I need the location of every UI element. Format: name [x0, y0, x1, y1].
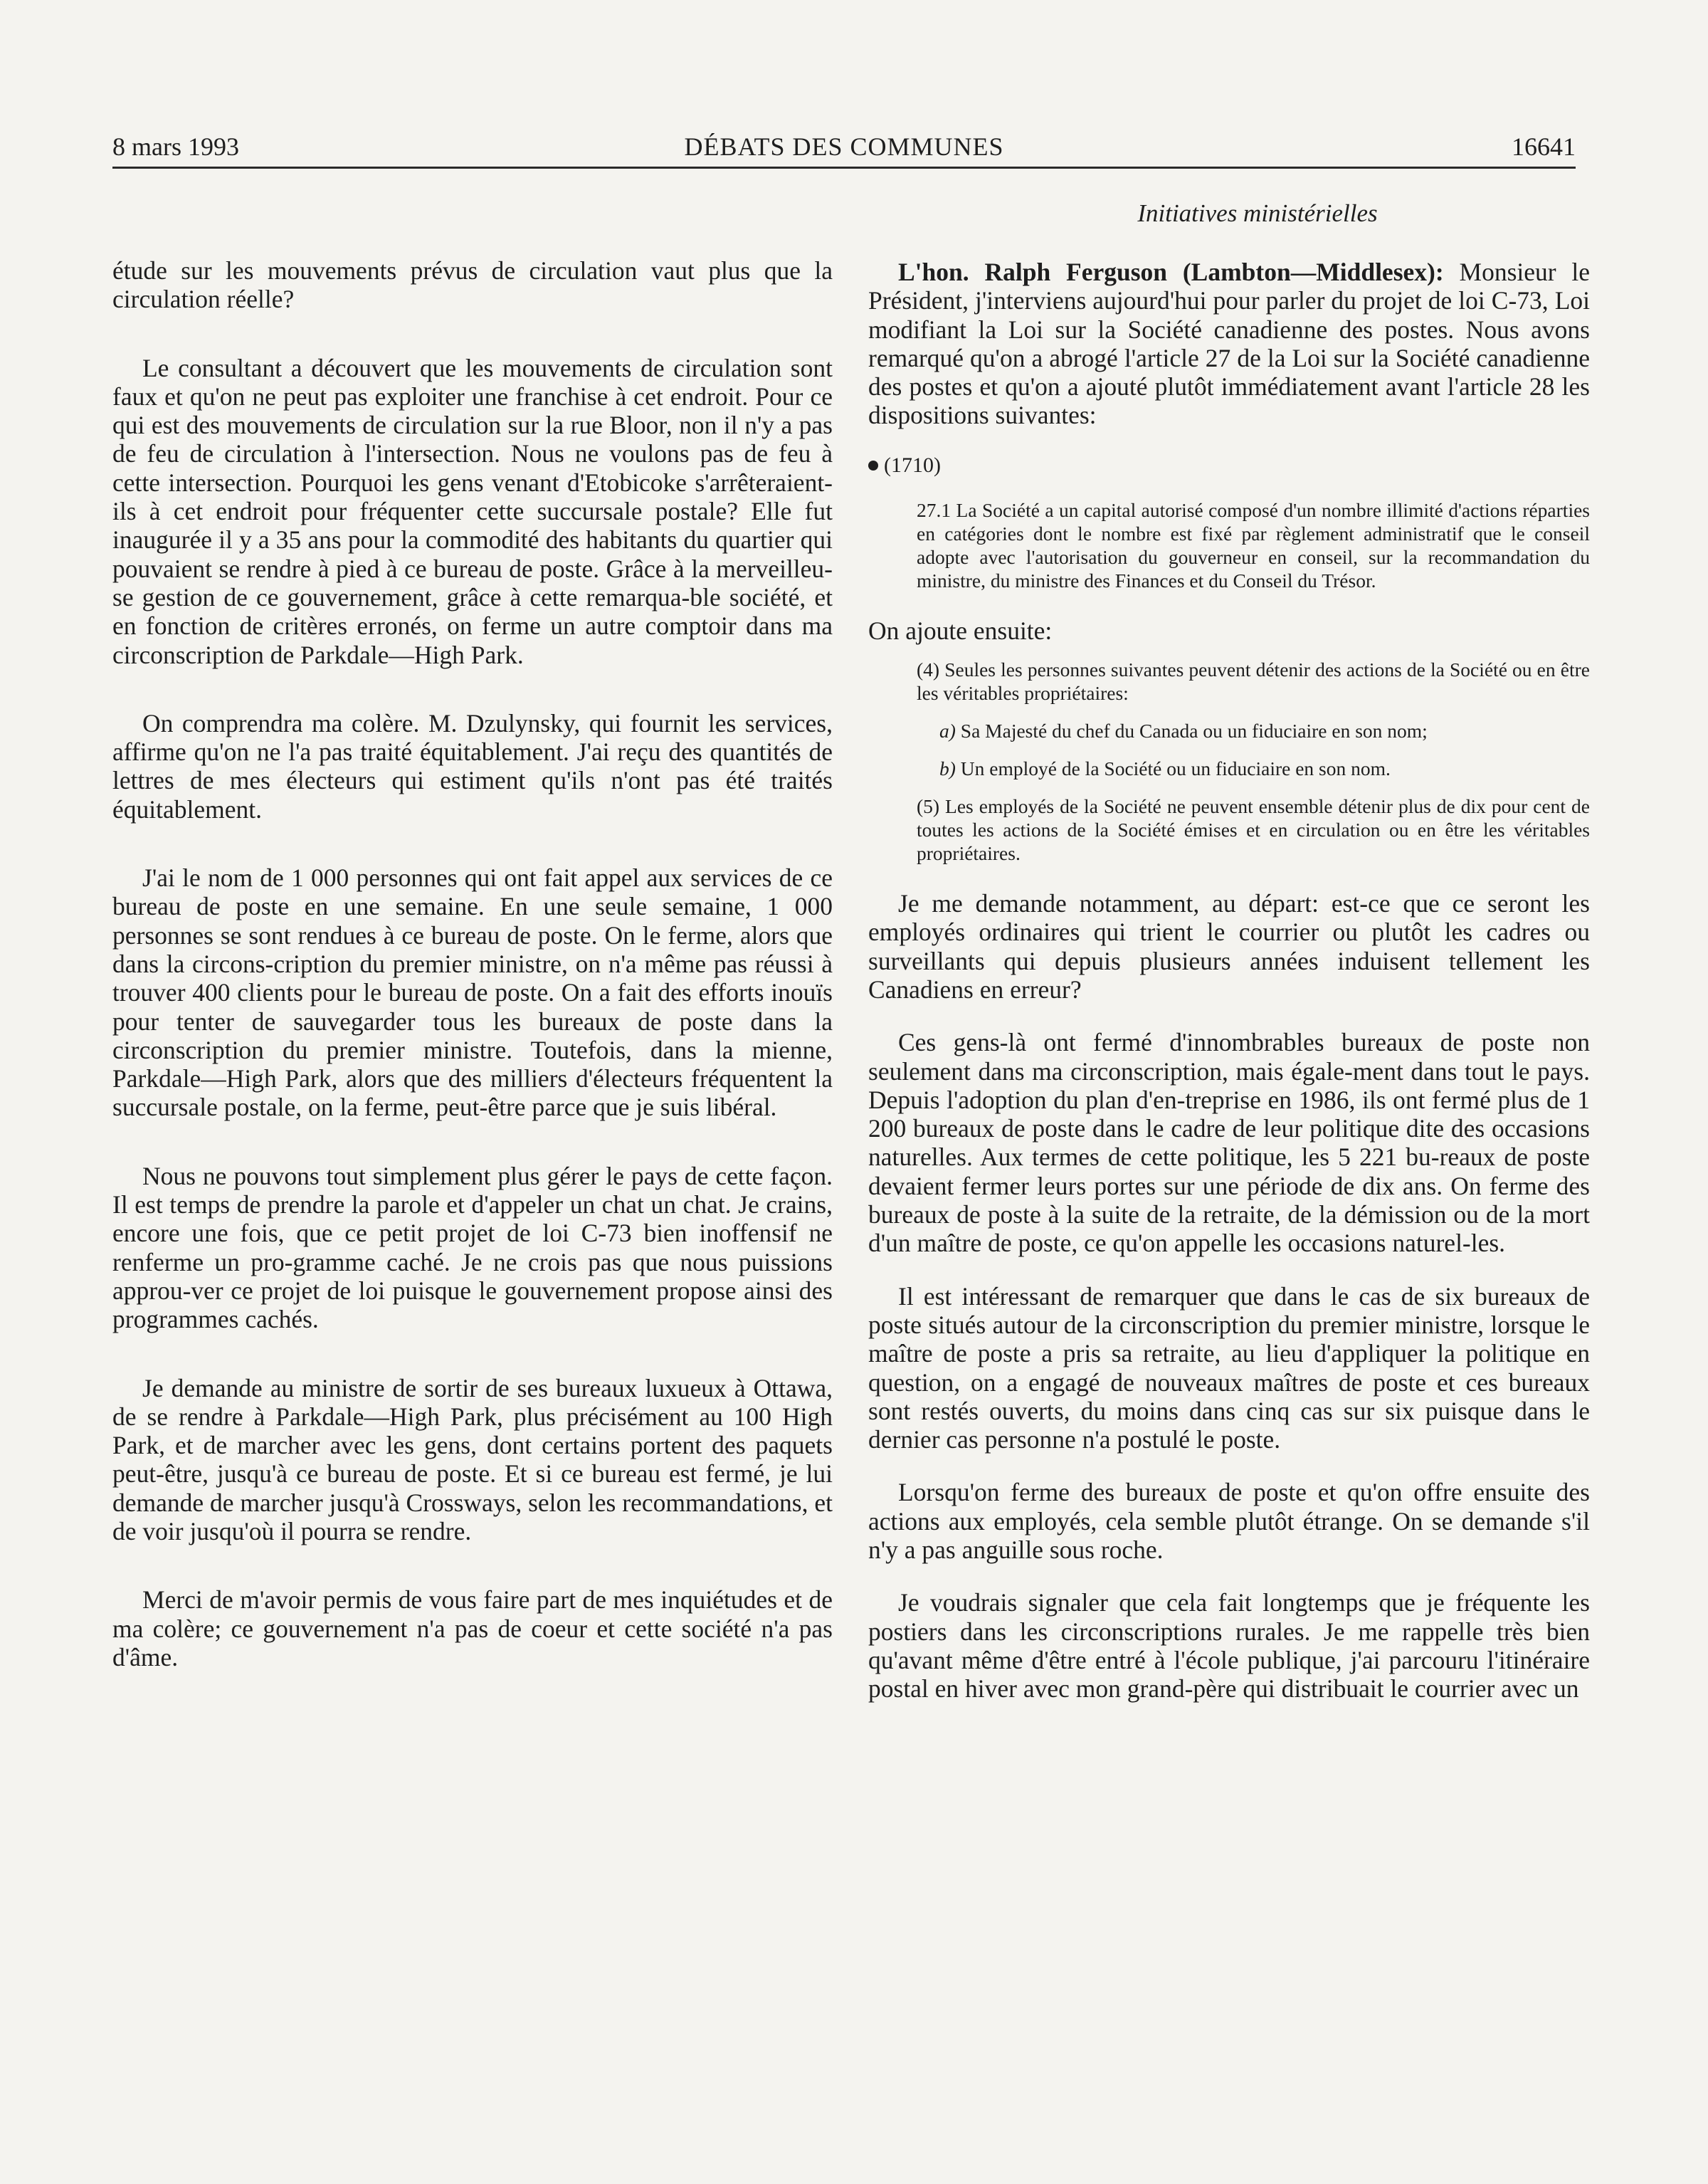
paragraph: J'ai le nom de 1 000 personnes qui ont fait appel aux services de ce bureau de poste en une semaine. En une seule semaine, 1 000 personnes se sont rendues à ce bureau de poste. On le ferme, alors que dans la circons-cription du premier ministre, on n'a même pas réussi à trouver 400 clients pour le bureau de poste. On a fait des efforts inouïs pour tenter de sauvegarder tous les bureaux de poste dans la circonscription du premier ministre. Toutefois, dans la mienne, Parkdale—High Park, alors que des milliers d'électeurs fréquentent la succursale postale, on la ferme, peut-être parce que je suis libéral.	[112, 863, 833, 1122]
quoted-provision: (5) Les employés de la Société ne peuvent ensemble détenir plus de dix pour cent de toutes les actions de la Société émises et en circulation ou en être les véritables propriétaires.	[917, 795, 1590, 865]
header-date: 8 mars 1993	[112, 132, 239, 161]
section-heading: Initiatives ministérielles	[1137, 199, 1378, 227]
header-page-number: 16641	[1512, 132, 1576, 161]
right-column	[868, 199, 1590, 1703]
timestamp-text: (1710)	[884, 453, 941, 477]
left-column	[112, 256, 833, 1711]
speaker-name: L'hon. Ralph Ferguson (Lambton—Middlesex):	[898, 258, 1444, 286]
header-title: DÉBATS DES COMMUNES	[684, 132, 1004, 161]
paragraph: Merci de m'avoir permis de vous faire part de mes inquiétudes et de ma colère; ce gouvernement n'a pas de coeur et cette société n'a pas d'âme.	[112, 1585, 833, 1671]
paragraph: Ces gens-là ont fermé d'innombrables bureaux de poste non seulement dans ma circonscription, mais égale-ment dans tout le pays. Depuis l'adoption du plan d'en-treprise en 1986, ils ont fermé plus de 1 200 bureaux de poste dans le cadre de leur politique dite des occasions naturelles. Aux termes de cette politique, les 5 221 bu-reaux de poste devaient fermer leurs portes sur une période de dix ans. On ferme des bureaux de poste à la suite de la retraite, de la démission ou de la mort d'un maître de poste, ce qu'on appelle les occasions naturel-les.	[868, 1028, 1590, 1258]
bullet-icon	[868, 461, 878, 471]
item-label: b)	[939, 757, 956, 780]
paragraph: Lorsqu'on ferme des bureaux de poste et qu'on offre ensuite des actions aux employés, cela semble plutôt étrange. On se demande s'il n'y a pas anguille sous roche.	[868, 1478, 1590, 1565]
paragraph: Il est intéressant de remarquer que dans le cas de six bureaux de poste situés autour de la circonscription du premier ministre, lorsque le maître de poste a pris sa retraite, au lieu d'appliquer la politique en question, on a engagé de nouveaux maîtres de poste et ces bureaux sont restés ouverts, du moins dans cinq cas sur six puisque dans le dernier cas personne n'a postulé le poste.	[868, 1281, 1590, 1454]
paragraph: Je demande au ministre de sortir de ses bureaux luxueux à Ottawa, de se rendre à Parkdale—High Park, plus précisément au 100 High Park, et de marcher avec les gens, dont certains portent des paquets peut-être, jusqu'à ce bureau de poste. Et si ce bureau est fermé, je lui demande de marcher jusqu'à Crossways, selon les recommandations, et de voir jusqu'où il pourra se rendre.	[112, 1373, 833, 1545]
item-text: Un employé de la Société ou un fiduciaire en son nom.	[955, 757, 1391, 780]
quoted-item	[939, 757, 1590, 780]
item-label: a)	[939, 720, 956, 742]
paragraph: étude sur les mouvements prévus de circulation vaut plus que la circulation réelle?	[112, 256, 833, 314]
running-header	[112, 127, 1576, 169]
paragraph: Nous ne pouvons tout simplement plus gérer le pays de cette façon. Il est temps de prendre la parole et d'appeler un chat un chat. Je crains, encore une fois, que ce petit projet de loi C-73 bien inoffensif ne renferme un pro-gramme caché. Je ne crois pas que nous puissions approu-ver ce projet de loi puisque le gouvernement propose ainsi des programmes cachés.	[112, 1161, 833, 1334]
paragraph: On comprendra ma colère. M. Dzulynsky, qui fournit les services, affirme qu'on ne l'a pas traité équitablement. J'ai reçu des quantités de lettres de mes électeurs qui estiment qu'ils n'ont pas été traités équitablement.	[112, 708, 833, 824]
paragraph: Le consultant a découvert que les mouvements de circulation sont faux et qu'on ne peut pas exploiter une franchise à cet endroit. Pour ce qui est des mouvements de circulation sur la rue Bloor, non il n'y a pas de feu de circulation à l'intersection. Nous ne voulons pas de feu à cette intersection. Pourquoi les gens venant d'Etobicoke s'arrêteraient-ils à cet endroit pour fréquenter cette succursale postale? Elle fut inaugurée il y a 35 ans pour la commodité des habitants du quartier qui pouvaient se rendre à pied à ce bureau de poste. Grâce à la merveilleu-se gestion de ce gouvernement, grâce à cette remarqua-ble société, et en fonction de critères erronés, on ferme un autre comptoir dans ma circonscription de Parkdale—High Park.	[112, 353, 833, 669]
paragraph: On ajoute ensuite:	[868, 616, 1053, 645]
quoted-provision: 27.1 La Société a un capital autorisé composé d'un nombre illimité d'actions réparties en catégories dont le nombre est fixé par règlement administratif que le conseil adopte avec l'autorisation du gouverneur en conseil, sur la recommandation du ministre, du ministre des Finances et du Conseil du Trésor.	[917, 498, 1590, 592]
quoted-provision: (4) Seules les personnes suivantes peuvent détenir des actions de la Société ou en être les véritables propriétaires:	[917, 658, 1590, 705]
item-text: Sa Majesté du chef du Canada ou un fiduciaire en son nom;	[955, 720, 1428, 742]
timestamp	[868, 451, 1590, 480]
paragraph: Je voudrais signaler que cela fait longtemps que je fréquente les postiers dans les circonscriptions rurales. Je me rappelle très bien qu'avant même d'être entré à l'école publique, j'ai parcouru l'itinéraire postal en hiver avec mon grand-père qui distribuait le courrier avec un	[868, 1588, 1590, 1703]
quoted-item	[939, 719, 1590, 742]
paragraph: Je me demande notamment, au départ: est-ce que ce seront les employés ordinaires qui trient le courrier ou plutôt les cadres ou surveillants qui depuis plusieurs années induisent tellement les Canadiens en erreur?	[868, 889, 1590, 1004]
speaker-paragraph	[868, 258, 1590, 430]
speech-text: Monsieur le Président, j'interviens aujourd'hui pour parler du projet de loi C-73, Loi modifiant la Loi sur la Société canadienne des postes. Nous avons remarqué qu'on a abrogé l'article 27 de la Loi sur la Société canadienne des postes et qu'on a ajouté plutôt immédiatement avant l'article 28 les dispositions suivantes:	[868, 258, 1591, 430]
